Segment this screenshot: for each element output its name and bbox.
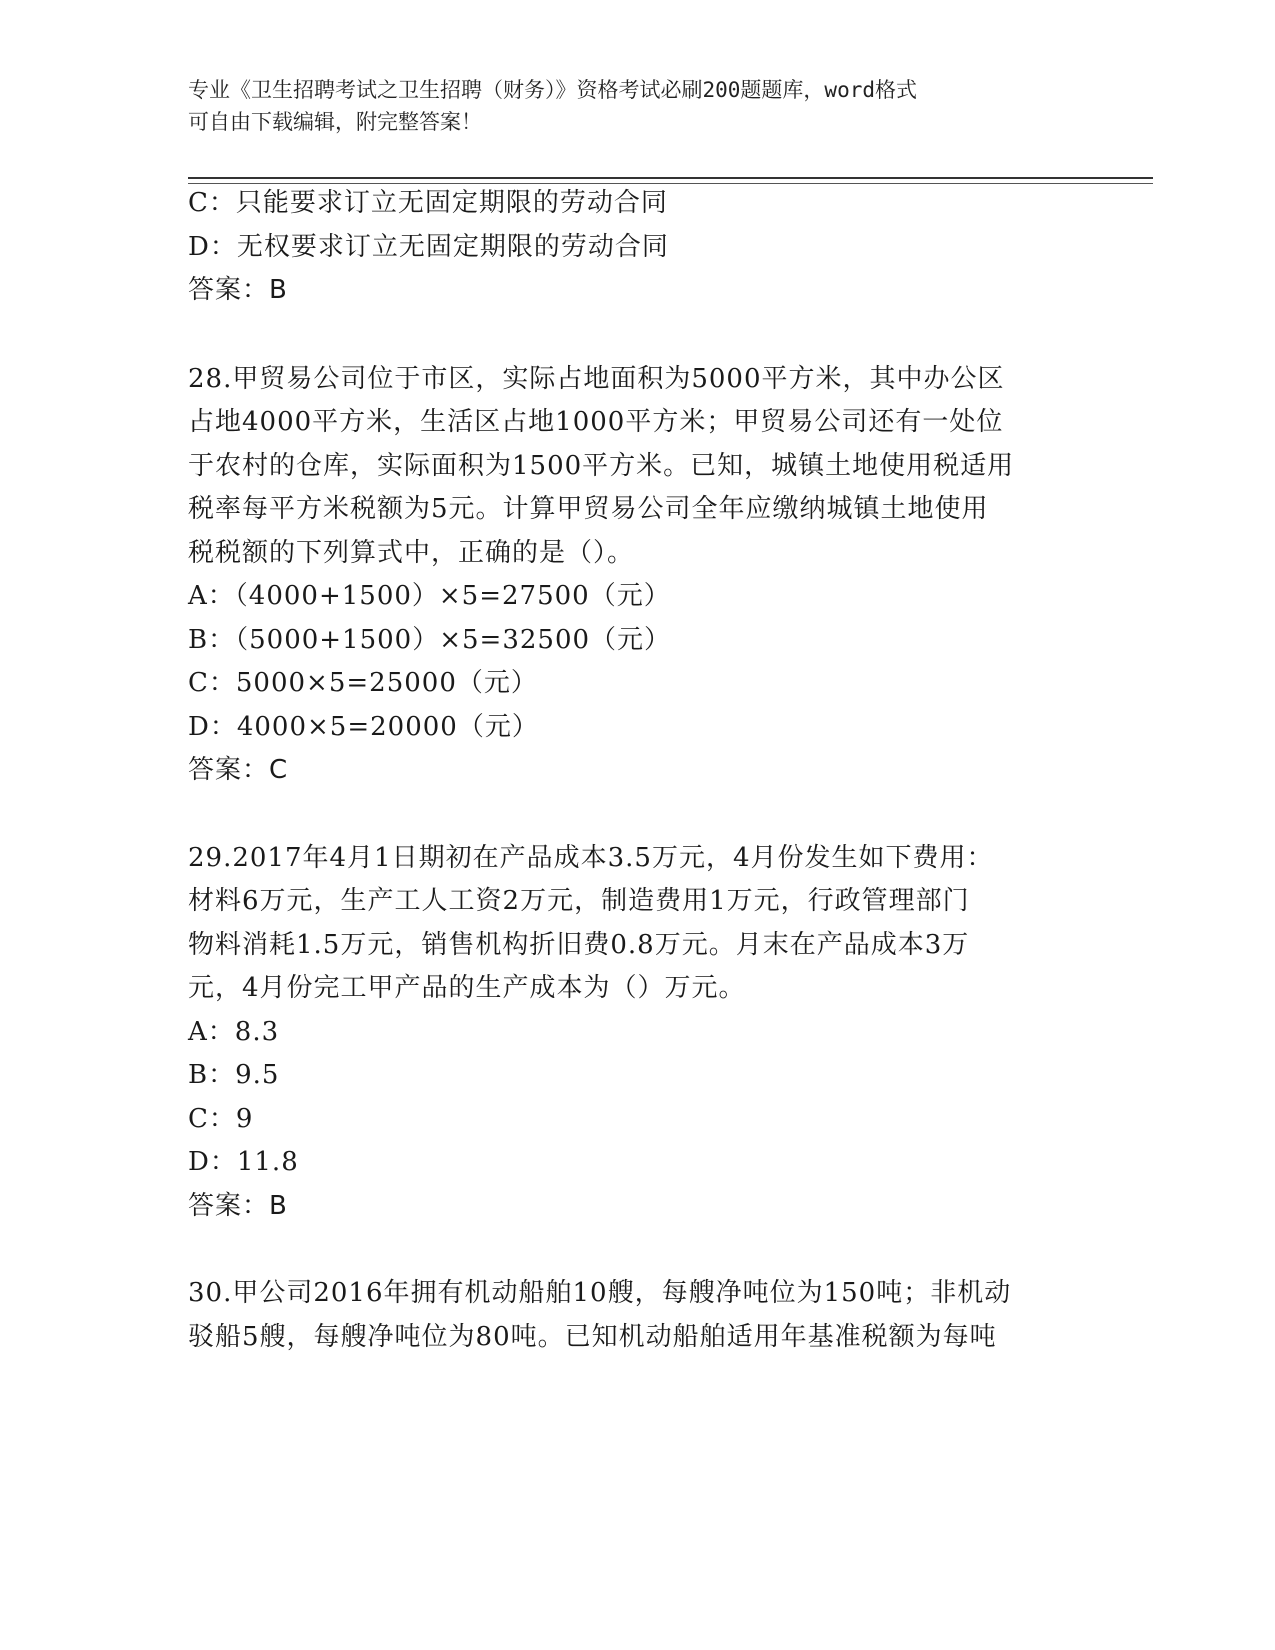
q28-stem-line-3: 于农村的仓库，实际面积为1500平方米。已知，城镇土地使用税适用 xyxy=(188,451,1015,481)
q28-stem-line-2: 占地4000平方米，生活区占地1000平方米；甲贸易公司还有一处位 xyxy=(188,407,1004,437)
q28-stem-line-4: 税率每平方米税额为5元。计算甲贸易公司全年应缴纳城镇土地使用 xyxy=(188,494,989,524)
q28-option-b: B：（5000+1500）×5=32500（元） xyxy=(188,625,672,655)
q28-answer: 答案：C xyxy=(188,755,289,785)
q29-stem-line-4: 元，4月份完工甲产品的生产成本为（）万元。 xyxy=(188,973,746,1003)
header-title-line-1: 专业《卫生招聘考试之卫生招聘（财务）》资格考试必刷200题题库，word格式 xyxy=(188,78,917,102)
prev-option-c: C：只能要求订立无固定期限的劳动合同 xyxy=(188,188,668,218)
q28-option-d: D：4000×5=20000（元） xyxy=(188,712,539,742)
q28-stem-line-5: 税税额的下列算式中，正确的是（）。 xyxy=(188,538,635,568)
q29-option-a: A：8.3 xyxy=(188,1017,280,1047)
q29-answer: 答案：B xyxy=(188,1191,288,1221)
prev-option-d: D：无权要求订立无固定期限的劳动合同 xyxy=(188,232,669,262)
q29-stem-line-2: 材料6万元，生产工人工资2万元，制造费用1万元，行政管理部门 xyxy=(188,886,970,916)
q29-option-c: C：9 xyxy=(188,1104,254,1134)
header-title-line-2: 可自由下载编辑，附完整答案！ xyxy=(188,110,482,134)
q29-stem-line-1: 29.2017年4月1日期初在产品成本3.5万元，4月份发生如下费用： xyxy=(188,843,994,873)
document-header xyxy=(188,74,1068,138)
q28-option-c: C：5000×5=25000（元） xyxy=(188,668,538,698)
q30-stem-line-2: 驳船5艘，每艘净吨位为80吨。已知机动船舶适用年基准税额为每吨 xyxy=(188,1322,997,1352)
header-divider-thick xyxy=(188,177,1153,179)
q29-option-d: D：11.8 xyxy=(188,1147,299,1177)
q29-stem-line-3: 物料消耗1.5万元，销售机构折旧费0.8万元。月末在产品成本3万 xyxy=(188,930,970,960)
q28-option-a: A：（4000+1500）×5=27500（元） xyxy=(188,581,671,611)
header-divider-thin xyxy=(188,183,1153,184)
q29-option-b: B：9.5 xyxy=(188,1060,280,1090)
q30-stem-line-1: 30.甲公司2016年拥有机动船舶10艘，每艘净吨位为150吨；非机动 xyxy=(188,1278,1012,1308)
prev-answer: 答案：B xyxy=(188,275,288,305)
q28-stem-line-1: 28.甲贸易公司位于市区，实际占地面积为5000平方米，其中办公区 xyxy=(188,364,1005,394)
